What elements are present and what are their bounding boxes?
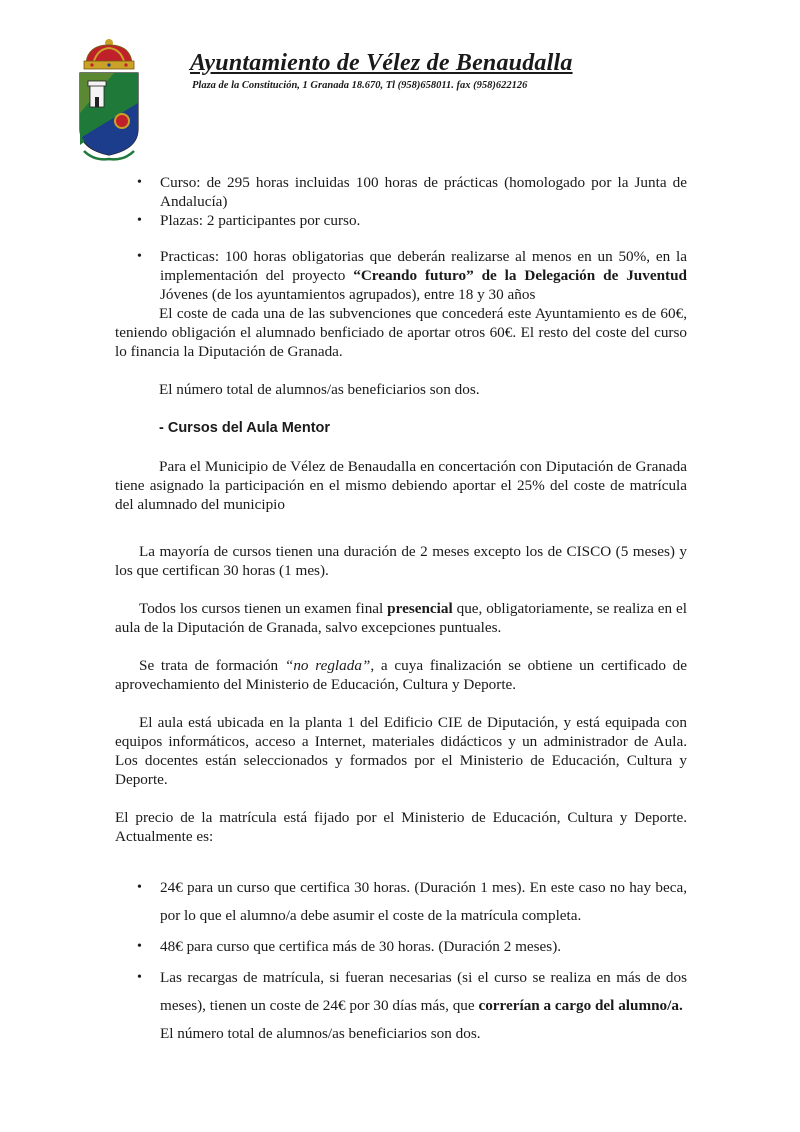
document-body (115, 173, 687, 1048)
classroom-paragraph: El aula está ubicada en la planta 1 del Edificio CIE de Diputación, y está equipada con equipos informáticos, acceso a Internet, materiales didácticos y un administrador de Aula. Los docentes están seleccionados y formados por el Ministerio de Educación, Cultura y Deporte. (115, 714, 687, 788)
list-item (115, 247, 687, 304)
bullet-icon: • (137, 970, 142, 985)
exam-text-b: que, obligatoriamente, se realiza en el aula de la Diputación de Granada, salvo excepciones puntuales. (115, 600, 687, 636)
exam-paragraph (115, 599, 687, 637)
list-item (115, 964, 687, 1020)
price-3-text-bold: correrían a cargo del alumno/a. (478, 997, 683, 1014)
price-2-text: 48€ para curso que certifica más de 30 horas. (Duración 2 meses). (160, 938, 562, 955)
certificate-paragraph (115, 656, 687, 694)
bullet-icon: • (137, 939, 142, 954)
municipality-address: Plaza de la Constitución, 1 Granada 18.670, Tl (958)658011. fax (958)622126 (192, 80, 528, 91)
practices-text-b: Jóvenes (de los ayuntamientos agrupados), entre 18 y 30 años (160, 286, 536, 303)
price-1-text: 24€ para un curso que certifica 30 horas. (Duración 1 mes). En este caso no hay beca, por lo que el alumno/a debe asumir el coste de la matrícula completa. (160, 879, 687, 924)
bullet-icon: • (137, 213, 142, 228)
bullet-icon: • (137, 175, 142, 190)
bullet-icon: • (137, 249, 142, 264)
certificate-text-b: , a cuya finalización se obtiene un certificado de aprovechamiento del Ministerio de Educación, Cultura y Deporte. (115, 657, 687, 693)
municipality-paragraph: Para el Municipio de Vélez de Benaudalla en concertación con Diputación de Granada tiene asignado la participación en el mismo debiendo aportar el 25% del coste de matrícula del alumnado del municipio (115, 458, 687, 513)
exam-text-bold: presencial (387, 600, 453, 617)
cost-paragraph: El coste de cada una de las subvenciones que concederá este Ayuntamiento es de 60€, teniendo obligación el alumnado benficiado de aportar otros 60€. El resto del coste del curso lo financia la Diputación de Granada. (115, 305, 687, 360)
certificate-text-em: “no reglada” (284, 657, 371, 674)
list-item (115, 173, 687, 211)
practices-text-a: Practicas: 100 horas obligatorias que deberán realizarse al menos en un 50%, en la implementación del proyecto (160, 248, 687, 284)
coat-of-arms-icon (74, 33, 144, 163)
course-hours-text: Curso: de 295 horas incluidas 100 horas de prácticas (homologado por la Junta de Andalucía) (160, 174, 687, 210)
section-heading: - Cursos del Aula Mentor (159, 420, 331, 436)
list-item (115, 211, 687, 230)
practices-text (160, 247, 687, 304)
municipality-title: Ayuntamiento de Vélez de Benaudalla (190, 50, 573, 76)
price-3-text (160, 964, 687, 1020)
places-text: Plazas: 2 participantes por curso. (160, 212, 361, 229)
exam-text-a: Todos los cursos tienen un examen final (139, 600, 388, 617)
certificate-text-a: Se trata de formación (139, 657, 285, 674)
total-beneficiaries-2: El número total de alumnos/as beneficiarios son dos. (160, 1025, 481, 1042)
total-beneficiaries-1: El número total de alumnos/as beneficiarios son dos. (159, 381, 480, 398)
duration-paragraph: La mayoría de cursos tienen una duración de 2 meses excepto los de CISCO (5 meses) y los que certifican 30 horas (1 mes). (115, 543, 687, 579)
project-name: “Creando futuro” de la Delegación de Juventud (353, 267, 687, 284)
price-paragraph: El precio de la matrícula está fijado por el Ministerio de Educación, Cultura y Deporte. Actualmente es: (115, 809, 687, 845)
price-3-text-a: Las recargas de matrícula, si fueran necesarias (si el curso se realiza en más de dos meses), tienen un coste de 24€ por 30 días más, que (160, 969, 687, 1014)
list-item (115, 874, 687, 930)
list-item (115, 933, 687, 961)
section-heading-wrap (115, 418, 687, 438)
bullet-icon: • (137, 880, 142, 895)
